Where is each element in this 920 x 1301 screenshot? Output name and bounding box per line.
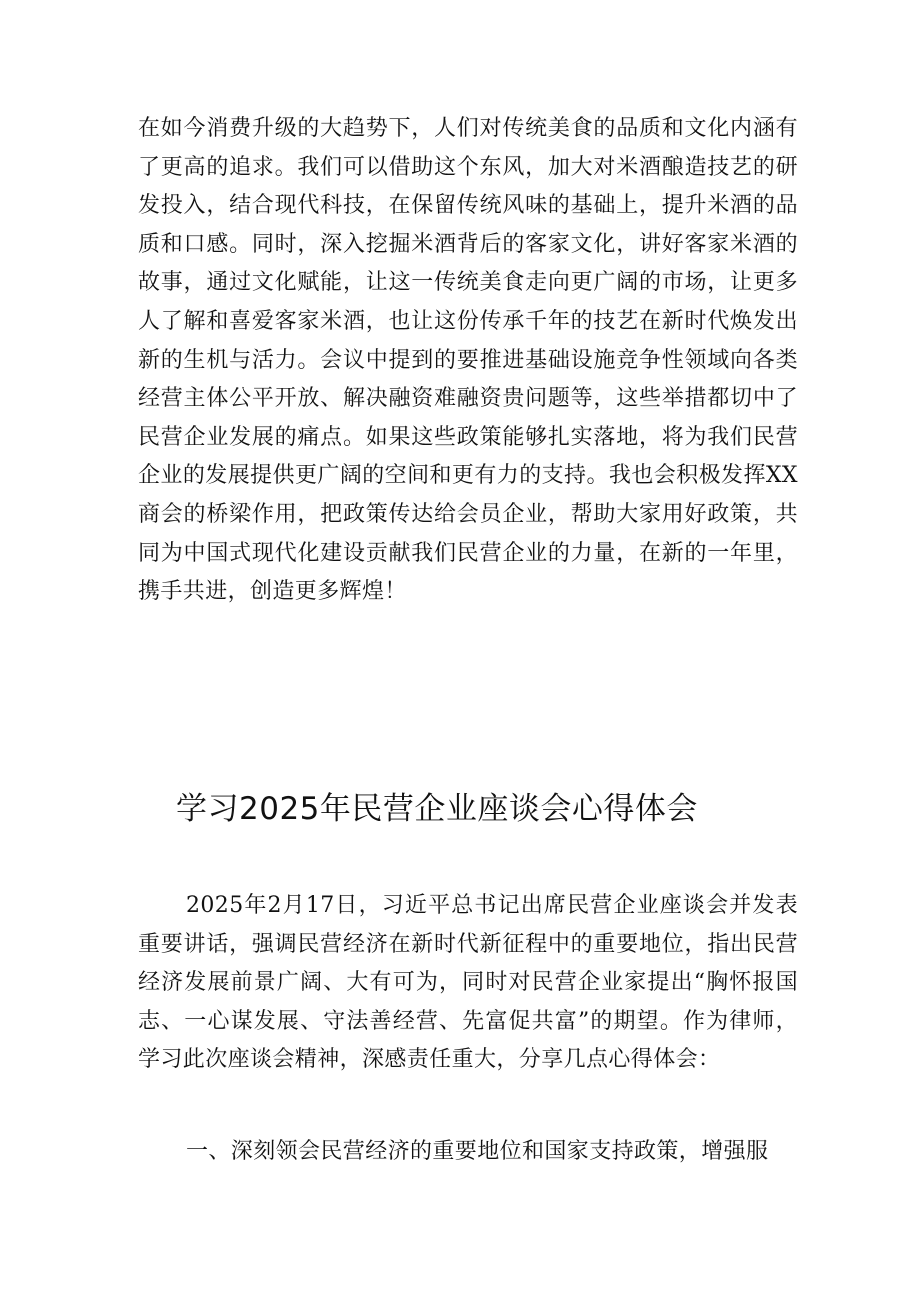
section-title: 学习2025年民营企业座谈会心得体会 (176, 791, 698, 827)
body-paragraph-3: 一、深刻领会民营经济的重要地位和国家支持政策，增强服 (186, 1139, 769, 1164)
body-paragraph-1: 在如今消费升级的大趋势下，人们对传统美食的品质和文化内涵有了更高的追求。我们可以借助这个东风，加大对米酒酿造技艺的研发投入，结合现代科技，在保留传统风味的基础上，提升米酒的品质和口感。同时，深入挖掘米酒背后的客家文化，讲好客家米酒的故事，通过文化赋能，让这一传统美食走向更广阔的市场，让更多人了解和喜爱客家米酒，也让这份传承千年的技艺在新时代焕发出新的生机与活力。会议中提到的要推进基础设施竞争性领域向各类经营主体公平开放、解决融资难融资贵问题等，这些举措都切中了民营企业发展的痛点。如果这些政策能够扎实落地，将为我们民营企业的发展提供更广阔的空间和更有力的支持。我也会积极发挥XX商会的桥梁作用，把政策传达给会员企业，帮助大家用好政策，共同为中国式现代化建设贡献我们民营企业的力量，在新的一年里，携手共进，创造更多辉煌！ (138, 116, 798, 605)
body-paragraph-2: 2025年2月17日，习近平总书记出席民营企业座谈会并发表重要讲话，强调民营经济在新时代新征程中的重要地位，指出民营经济发展前景广阔、大有可为，同时对民营企业家提出“胸怀报国志、一心谋发展、守法善经营、先富促共富”的期望。作为律师，学习此次座谈会精神，深感责任重大，分享几点心得体会： (138, 893, 798, 1073)
